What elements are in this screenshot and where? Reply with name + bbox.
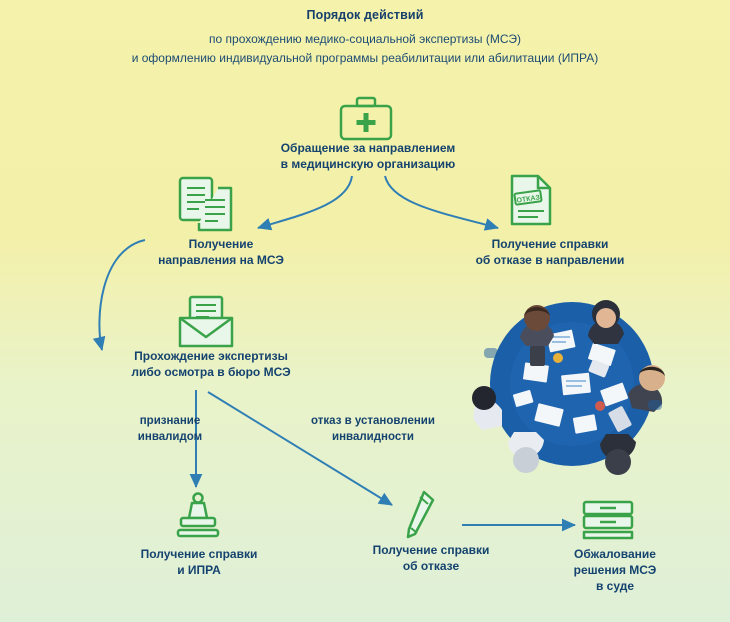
node-referral-request-line1: Обращение за направлением <box>280 141 456 155</box>
pen-icon <box>400 490 440 544</box>
page-subtitle-line2: и оформлению индивидуальной программы реабилитации или абилитации (ИПРА) <box>131 51 599 65</box>
node-get-denial-label <box>348 542 514 574</box>
edge-label-disability-denied-line2: инвалидности <box>332 431 414 443</box>
node-referral-request-line2: в медицинскую организацию <box>280 157 456 171</box>
node-examination-label <box>100 348 322 380</box>
node-court-appeal-line3: в суде <box>595 579 635 593</box>
svg-text:ОТКАЗ: ОТКАЗ <box>516 194 541 205</box>
node-court-appeal-label <box>540 546 690 594</box>
edge-label-disability-denied <box>278 413 468 445</box>
node-get-refusal-certificate-line1: Получение справки <box>491 237 609 251</box>
edge-label-recognized-disabled-line1: признание <box>139 415 201 427</box>
node-get-denial-line2: об отказе <box>402 559 460 573</box>
node-examination-line2: либо осмотра в бюро МСЭ <box>131 365 291 379</box>
edge-label-disability-denied-line1: отказ в установлении <box>311 415 435 427</box>
node-get-ipra-line2: и ИПРА <box>177 563 221 577</box>
refusal-document-icon <box>508 174 556 230</box>
page-title: Порядок действий <box>306 8 424 22</box>
node-court-appeal-line1: Обжалование <box>574 547 656 561</box>
node-get-referral-label <box>128 236 314 268</box>
page-subtitle <box>0 30 730 68</box>
node-referral-request-label <box>258 140 478 172</box>
stamp-icon <box>176 492 220 542</box>
archive-box-icon <box>582 500 634 542</box>
node-get-denial-line1: Получение справки <box>372 543 490 557</box>
medical-kit-icon <box>338 96 394 142</box>
node-get-referral-line1: Получение <box>188 237 254 251</box>
meeting-table-illustration <box>462 288 682 478</box>
edge-label-recognized-disabled-line2: инвалидом <box>137 431 203 443</box>
envelope-document-icon <box>178 296 234 348</box>
node-get-ipra-label <box>116 546 282 578</box>
page-subtitle-line1: по прохождению медико-социальной экспертизы (МСЭ) <box>209 32 521 46</box>
node-court-appeal-line2: решения МСЭ <box>573 563 657 577</box>
edge-label-recognized-disabled <box>100 413 240 445</box>
node-get-referral-line2: направления на МСЭ <box>158 253 284 267</box>
node-get-refusal-certificate-line2: об отказе в направлении <box>475 253 625 267</box>
documents-icon <box>178 176 234 232</box>
node-get-refusal-certificate-label <box>440 236 660 268</box>
node-examination-line1: Прохождение экспертизы <box>134 349 288 363</box>
node-get-ipra-line1: Получение справки <box>140 547 258 561</box>
